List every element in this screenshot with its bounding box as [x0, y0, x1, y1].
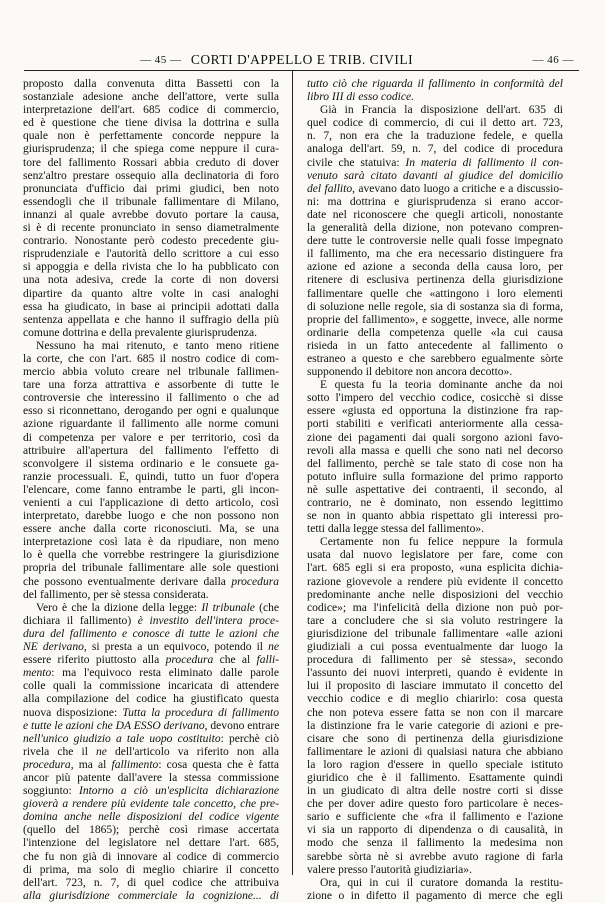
- text-run: domina anche nelle disposizioni del codice vigente: [23, 811, 279, 824]
- text-run: soggiunto:: [23, 785, 79, 798]
- running-header: [22, 52, 582, 70]
- text-line: [307, 353, 563, 366]
- text-line: [23, 91, 279, 104]
- text-line: [307, 628, 563, 641]
- text-line: [307, 157, 563, 170]
- text-run: del fallito: [307, 182, 353, 195]
- text-run: Intorno a ciò un'esplicita dichiarazione: [78, 785, 279, 798]
- text-run: pronunciata d'ufficio dai primi giudici, ben noto: [23, 182, 279, 195]
- text-line: [307, 811, 563, 824]
- text-run: ne: [96, 745, 107, 758]
- text-line: [307, 261, 563, 274]
- text-run: quel codice di commercio, di cui il detto art. 723,: [307, 117, 563, 130]
- text-run: proposto dalla convenuta ditta Bassetti con la: [23, 78, 279, 90]
- text-run: falli-: [256, 654, 279, 667]
- text-line: [307, 549, 563, 562]
- text-line: [307, 890, 563, 903]
- text-line: [307, 497, 563, 510]
- text-run: (quello del 1865); perchè così rimase accertata: [23, 824, 279, 837]
- text-run: alla compilazione del codice ha giustificato questa: [23, 693, 279, 706]
- text-run: del fallimento, per sè stessa considerata.: [23, 588, 209, 601]
- text-run: essere «giusta ed opportuna la distinzione fra rap-: [307, 405, 563, 418]
- text-run: innanzi al quale avrebbe dovuto portare la causa,: [23, 208, 279, 221]
- text-run: colle quali la commissione incaricata di attendere: [23, 680, 279, 693]
- text-line: [307, 510, 563, 523]
- text-line: [23, 261, 279, 274]
- text-run: l'elencare, come fanno entrambe le parti, gli incon-: [23, 483, 279, 496]
- text-line: [307, 170, 563, 183]
- page-number-left: — 45 —: [140, 54, 182, 66]
- text-run: procedura: [23, 758, 71, 771]
- text-line: [23, 418, 279, 431]
- text-run: gioverà a rendere più evidente tale concetto, che pre-: [23, 798, 279, 811]
- text-line: [23, 405, 279, 418]
- text-run: risprudenziale e l'autorità dello scrittore a cui esso: [23, 248, 279, 261]
- text-run: ed è questione che tiene divisa la dottrina e sulla: [23, 117, 279, 130]
- text-run: tare una forza attrattiva e assorbente di tutte le: [23, 379, 279, 392]
- text-run: n. 7, non era che la traduzione fedele, e quella: [307, 130, 563, 143]
- text-run: procedura: [165, 654, 214, 667]
- text-run: in un giudicato di altra delle nostre corti si disse: [307, 785, 563, 798]
- text-run: civile che statuiva:: [307, 156, 406, 169]
- text-line: [23, 890, 279, 903]
- text-line: [23, 366, 279, 379]
- text-line: [307, 720, 563, 733]
- text-run: rivela che il: [23, 745, 97, 758]
- text-line: [307, 117, 563, 130]
- text-run: modo che senza il fallimento la medesima non: [307, 837, 563, 850]
- text-line: [23, 811, 279, 824]
- text-run: essere riferito piuttosto alla: [23, 654, 166, 667]
- text-line: [307, 707, 563, 720]
- text-line: [23, 379, 279, 392]
- text-line: [23, 798, 279, 811]
- text-run: giurisdizione del tribunale fallimentare «alle azioni: [307, 627, 563, 640]
- text-line: [307, 445, 563, 458]
- text-line: [23, 274, 279, 287]
- text-run: estraneo a questo e che sarebbero egualmente sòrte: [307, 352, 563, 365]
- text-run: Tutta la procedura di fallimento: [122, 706, 279, 719]
- text-line: [23, 183, 279, 196]
- text-line: [23, 117, 279, 130]
- text-run: In materia di fallimento il con-: [405, 156, 563, 169]
- text-run: il fallimento, ma che era necessario distinguere fra: [307, 248, 563, 261]
- text-run: vecchio codice e di meglio chiarirlo: cosa questa: [307, 693, 563, 706]
- column-divider: [292, 70, 293, 875]
- text-line: [23, 864, 279, 877]
- text-line: [307, 680, 563, 693]
- text-line: [23, 458, 279, 471]
- text-line: [23, 536, 279, 549]
- text-line: [307, 798, 563, 811]
- text-line: [23, 510, 279, 523]
- text-line: [307, 301, 563, 314]
- text-line: [23, 248, 279, 261]
- text-run: revoli alla massa e quelli che sono nati nel decorso: [307, 444, 563, 457]
- text-run: sotto l'impero del vecchio codice, cosicchè si disse: [307, 392, 563, 405]
- text-line: [307, 274, 563, 287]
- text-line: [23, 785, 279, 798]
- text-line: [23, 680, 279, 693]
- text-run: senz'altro prestare ossequio alla declinatoria di foro: [23, 169, 279, 182]
- text-line: [23, 314, 279, 327]
- text-line: [307, 693, 563, 706]
- text-run: di soluzione nelle regole, sia di sostanza sia di forma,: [307, 300, 563, 313]
- text-line: [307, 536, 563, 549]
- text-run: dipartire da quanto altre volte in casi analoghi: [23, 287, 279, 300]
- text-line: [23, 641, 279, 654]
- text-run: ordinarie della competenza quelle «la cui causa: [307, 326, 563, 339]
- text-run: la distinzione fra le varie categorie di azioni e pre-: [307, 719, 563, 732]
- text-run: E questa fu la teoria dominante anche da noi: [320, 379, 563, 392]
- text-run: ritenere di esclusiva pertinenza della giurisdizione: [307, 274, 563, 287]
- text-run: ni: ma dottrina e giurisprudenza si erano accor-: [307, 195, 563, 208]
- text-line: [307, 327, 563, 340]
- text-line: [23, 576, 279, 589]
- text-line: [23, 615, 279, 628]
- text-run: giurisprudenza; il che spiega come neppure il cura-: [23, 143, 279, 156]
- text-line: [23, 301, 279, 314]
- text-line: [23, 589, 279, 602]
- text-run: razione giovevole a rendere più evidente il concetto: [307, 575, 563, 588]
- text-run: zione dei pagamenti dai quali sorgono azioni favo-: [307, 431, 563, 444]
- text-run: Certamente non fu felice neppure la formula: [320, 536, 563, 549]
- text-line: [23, 288, 279, 301]
- text-run: Vero è che la dizione della legge:: [36, 601, 202, 614]
- text-line: [307, 824, 563, 837]
- text-run: tore del fallimento Rossari abbia creduto di dover: [23, 156, 279, 169]
- text-line: [23, 170, 279, 183]
- text-run: codice»; ma l'infelicità della dizione non può por-: [307, 601, 563, 614]
- text-run: esso si riconnettano, derogando per ogni e qualunque: [23, 405, 279, 418]
- text-line: [307, 484, 563, 497]
- text-run: mercio abbia voluto creare nel tribunale fallimen-: [23, 366, 279, 379]
- text-run: contrario, ne è dominato, non essendo legittimo: [307, 497, 563, 509]
- text-line: [23, 104, 279, 117]
- text-run: che non poteva essere fatta se non con il marcare: [307, 706, 563, 719]
- text-run: : ma l'equivoco resta eliminato dalle parole: [51, 667, 279, 680]
- text-line: [307, 471, 563, 484]
- text-run: che possono eventualmente derivare dalla: [23, 575, 232, 588]
- text-run: fallimentare le azioni di qualsiasi natura che abbiano: [307, 745, 563, 758]
- text-line: [23, 772, 279, 785]
- text-line: [307, 104, 563, 117]
- text-run: attribuire all'apertura del fallimento l'effetto di: [23, 444, 279, 457]
- text-run: lo è quella che vorrebbe restringere la giurisdizione: [23, 549, 279, 562]
- text-line: [23, 392, 279, 405]
- text-run: vi sia un rapporto di dipendenza o di causalità, in: [307, 824, 563, 837]
- text-run: procedura: [231, 575, 279, 588]
- text-line: [307, 576, 563, 589]
- text-run: se non in quanto abbia rispettato gli interessi pro-: [307, 510, 563, 523]
- text-run: dichiara il fallimento): [23, 614, 138, 627]
- text-line: [23, 497, 279, 510]
- text-run: la corte, che con l'art. 685 il nostro codice di com-: [23, 352, 279, 365]
- text-run: , si presta a un equivoco, potendo il: [83, 641, 269, 654]
- text-line: [307, 183, 563, 196]
- text-run: ancor più patente dall'avere la stessa commissione: [23, 771, 279, 784]
- text-run: date nel riconoscere che quegli articoli, nonostante: [307, 208, 563, 221]
- text-run: controversie che interessino il fallimento o che ad: [23, 392, 279, 405]
- text-run: la generalità della dizione, non potevano compren-: [307, 222, 563, 235]
- text-run: sostanziale adesione anche dell'attore, verte sulla: [23, 91, 279, 104]
- text-line: [307, 418, 563, 431]
- text-line: [23, 353, 279, 366]
- text-line: [23, 746, 279, 759]
- text-line: [307, 392, 563, 405]
- text-line: [307, 91, 563, 104]
- text-line: [23, 707, 279, 720]
- text-run: Ora, qui in cui il curatore domanda la restitu-: [320, 876, 563, 889]
- text-run: : cosa questa che è fatta: [158, 758, 279, 771]
- text-run: tetti dalla legge stessa del fallimento».: [307, 523, 484, 536]
- text-line: [307, 340, 563, 353]
- text-run: si è di recente pronunciato in senso diametralmente: [23, 222, 279, 235]
- text-run: l'assunto dei nuovi interpreti, quando è evidente in: [307, 667, 563, 680]
- text-run: dura del fallimento e conosce di tutte le azioni che: [23, 627, 279, 640]
- text-line: [307, 589, 563, 602]
- text-run: è investito dell'intera proce-: [137, 614, 279, 627]
- text-run: comune dottrina e della prevalente giurisprudenza.: [23, 326, 258, 339]
- text-line: [23, 157, 279, 170]
- text-run: analoga dell'art. 59, n. 7, del codice di procedura: [307, 143, 563, 156]
- text-line: [307, 615, 563, 628]
- text-line: [307, 746, 563, 759]
- text-line: [307, 851, 563, 864]
- text-line: [23, 471, 279, 484]
- text-line: [23, 562, 279, 575]
- text-line: [23, 143, 279, 156]
- text-line: [307, 222, 563, 235]
- text-run: interpretazione così lata è da ripudiare, non meno: [23, 536, 279, 549]
- text-line: [307, 458, 563, 471]
- text-run: ranzie processuali. È, quindi, tutto un fuor d'opera: [23, 470, 279, 483]
- text-line: [23, 549, 279, 562]
- text-run: azione riguardante il fallimento alle norme comuni: [23, 418, 279, 431]
- text-run: nuova disposizione:: [23, 706, 123, 719]
- text-run: libro III di esso codice.: [307, 91, 414, 104]
- text-line: [23, 837, 279, 850]
- text-line: [307, 785, 563, 798]
- text-run: (che: [254, 601, 279, 614]
- left-column: [23, 78, 279, 903]
- text-run: proprie del fallimento», e soggette, invece, alle norme: [307, 313, 563, 326]
- text-line: [307, 523, 563, 536]
- text-line: [307, 366, 563, 379]
- text-run: Il tribunale: [201, 601, 255, 614]
- text-line: [307, 837, 563, 850]
- text-run: essendogli che il tribunale fallimentare di Milano,: [23, 195, 279, 208]
- text-run: tare a concludere che si sia voluto restringere la: [307, 614, 563, 627]
- text-run: l'intenzione del legislatore nel dettare l'art. 685,: [23, 837, 279, 850]
- text-run: NE derivano: [23, 641, 84, 654]
- text-run: tutto ciò che riguarda il fallimento in conformità del: [307, 78, 563, 90]
- text-run: ne: [268, 641, 279, 654]
- text-line: [23, 484, 279, 497]
- text-line: [307, 209, 563, 222]
- text-line: [307, 641, 563, 654]
- text-line: [23, 877, 279, 890]
- text-run: la loro ragion d'essere in quello speciale istituto: [307, 758, 563, 771]
- text-run: interpretazione dell'art. 685 codice di commercio,: [23, 104, 279, 117]
- text-run: dere tutte le controversie nelle quali fosse impegnato: [307, 235, 563, 248]
- text-run: potuto influire sulla formazione del primo rapporto: [307, 470, 563, 483]
- text-line: [307, 432, 563, 445]
- text-run: nell'unico giudizio a tale uopo costituito: [23, 732, 221, 745]
- text-run: procedura di fallimento per sè stessa», secondo: [307, 654, 563, 667]
- text-run: giuridico che è il fallimento. Esattamente quindi: [307, 771, 563, 784]
- text-line: [307, 379, 563, 392]
- text-line: [23, 720, 279, 733]
- text-line: [23, 445, 279, 458]
- text-line: [307, 405, 563, 418]
- text-line: [23, 628, 279, 641]
- text-line: [307, 143, 563, 156]
- text-run: Già in Francia la disposizione dell'art. 635 di: [320, 104, 563, 117]
- page-number-right: — 46 —: [532, 54, 574, 66]
- text-run: lui il proposito di lasciare immutato il concetto del: [307, 680, 563, 693]
- text-run: fallimento: [111, 758, 159, 771]
- text-line: [307, 248, 563, 261]
- text-run: mento: [23, 667, 52, 680]
- text-line: [307, 130, 563, 143]
- text-line: [307, 733, 563, 746]
- text-line: [307, 314, 563, 327]
- text-run: , avevano dato luogo a critiche e a discussio-: [352, 182, 563, 195]
- text-run: cisare che sono di pertinenza della giurisdizione: [307, 732, 563, 745]
- text-run: supponendo il debitore non ancora decotto».: [307, 366, 513, 379]
- text-run: azione ed azione a seconda della causa loro, per: [307, 261, 563, 274]
- text-line: [307, 602, 563, 615]
- text-run: quale non è perfettamente concorde neppure la: [23, 130, 279, 143]
- text-run: predominante anche nelle disposizioni del vecchio: [307, 588, 563, 601]
- text-line: [307, 667, 563, 680]
- text-line: [23, 327, 279, 340]
- text-line: [23, 222, 279, 235]
- right-column: [307, 78, 563, 903]
- text-run: venuto sarà citato davanti al giudice del domicilio: [307, 169, 563, 182]
- text-run: valere presso l'autorità giudiziaria».: [307, 863, 472, 876]
- text-line: [23, 432, 279, 445]
- text-run: che per dover adire questo foro particolare è neces-: [307, 798, 563, 811]
- text-line: [23, 523, 279, 536]
- text-line: [307, 235, 563, 248]
- text-run: alla giurisdizione commerciale la cognizione... di: [23, 889, 279, 902]
- text-line: [307, 288, 563, 301]
- text-line: [307, 78, 563, 91]
- text-line: [23, 759, 279, 772]
- text-run: di competenza per valore e per territorio, così da: [23, 431, 279, 444]
- header-rule: [24, 70, 579, 71]
- text-run: fallimentare quelle che «attingono i loro elementi: [307, 287, 563, 300]
- text-run: del fallimento, perchè se tale stato di cose non ha: [307, 457, 563, 470]
- text-run: contrario. Nonostante però codesto precedente giu-: [23, 235, 279, 248]
- text-run: si appoggia e della rivista che lo ha pubblicato con: [23, 261, 279, 274]
- text-run: risieda in un fatto antecedente al fallimento o: [307, 339, 563, 352]
- text-line: [23, 602, 279, 615]
- text-run: : perchè ciò: [220, 732, 279, 745]
- text-run: propria del tribunale fallimentare alle sole questioni: [23, 562, 279, 575]
- text-line: [23, 824, 279, 837]
- text-line: [23, 130, 279, 143]
- text-run: l'art. 685 egli si era proposto, «una esplicita dichia-: [307, 562, 563, 575]
- text-line: [307, 196, 563, 209]
- text-line: [307, 562, 563, 575]
- text-line: [23, 654, 279, 667]
- text-run: e tutte le azioni che DA ESSO derivano: [23, 719, 205, 732]
- text-line: [307, 772, 563, 785]
- text-run: venienti a cui l'applicazione di detto articolo, così: [23, 497, 279, 509]
- text-run: Nessuno ha mai ritenuto, e tanto meno ritiene: [36, 339, 279, 352]
- text-run: interpretato, darebbe luogo e che non possono non: [23, 510, 279, 523]
- text-run: di prima, ma solo di meglio chiarire il concetto: [23, 863, 279, 876]
- text-run: , devono entrare: [204, 719, 279, 732]
- text-run: porti stabiliti e verificati anteriormente alla cessa-: [307, 418, 563, 431]
- text-run: giudiziali a cui possa eventualmente dar luogo la: [307, 641, 563, 654]
- text-line: [23, 693, 279, 706]
- text-run: dell'art. 723, n. 7, di quel codice che attribuiva: [23, 876, 279, 889]
- text-run: sentenza appellata e che hanno il suffragio della più: [23, 313, 279, 326]
- text-line: [307, 864, 563, 877]
- text-run: usata dal nuovo legislatore per fare, come con: [307, 549, 563, 562]
- text-line: [23, 667, 279, 680]
- text-run: zione o in difetto il pagamento di merce che egli: [307, 889, 563, 902]
- text-run: che al: [213, 654, 257, 667]
- text-line: [23, 733, 279, 746]
- text-line: [23, 196, 279, 209]
- text-run: essa ha giudicato, in base ai principii adottati dalla: [23, 300, 279, 313]
- text-run: che fu non già di innovare al codice di commercio: [23, 850, 279, 863]
- text-run: una nota adesiva, crede la corte di non doversi: [23, 274, 279, 287]
- text-line: [23, 235, 279, 248]
- text-line: [23, 340, 279, 353]
- text-run: , ma al: [70, 758, 112, 771]
- text-line: [307, 759, 563, 772]
- text-run: nè sulle aspettative dei contraenti, il secondo, al: [307, 483, 563, 496]
- text-run: dell'articolo va riferito non alla: [106, 745, 279, 758]
- text-run: sario e sufficiente che «fra il fallimento e l'azione: [307, 811, 563, 824]
- text-run: sconvolgere il sistema ordinario e le consuete ga-: [23, 457, 279, 470]
- text-run: essere anche dalla corte riconosciuti. Ma, se una: [23, 523, 279, 536]
- text-line: [23, 209, 279, 222]
- text-line: [23, 78, 279, 91]
- text-line: [23, 851, 279, 864]
- text-line: [307, 654, 563, 667]
- text-line: [307, 877, 563, 890]
- running-title: CORTI D'APPELLO E TRIB. CIVILI: [190, 52, 414, 67]
- text-run: sarebbe sòrta nè si avrebbe avuto ragione di farla: [307, 850, 563, 863]
